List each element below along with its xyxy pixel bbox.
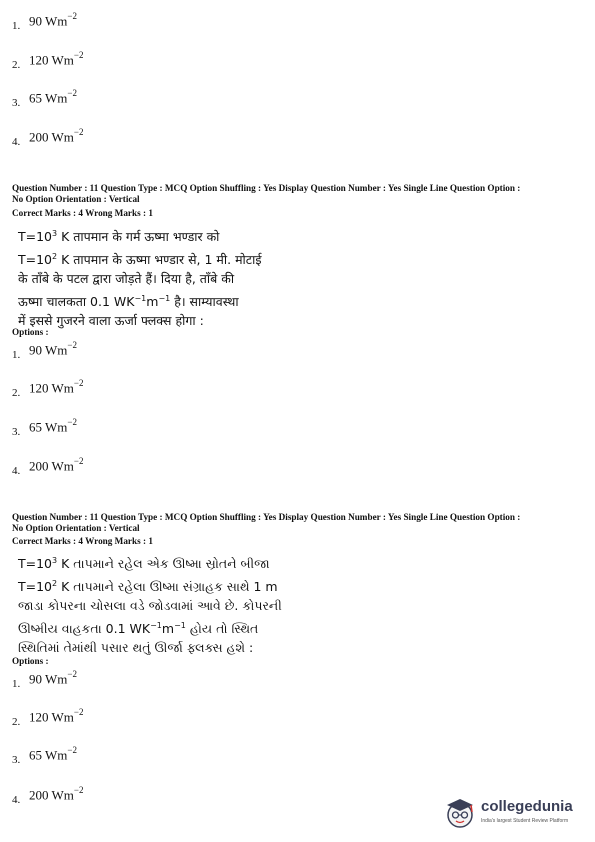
meta-line: Question Number : 11 Question Type : MCQ Option Shuffling : Yes Display Question Number : Yes Single Line Question Option : [12,512,521,522]
option-number: 2. [12,387,21,399]
option-exponent: −2 [73,785,84,795]
option-value: 200 Wm [29,458,74,474]
option-number: 2. [12,59,21,71]
collegedunia-logo [443,796,591,830]
option-value: 90 Wm [29,671,68,687]
question-text-gujarati [18,551,282,658]
option-number: 4. [12,794,21,806]
question-text-hindi [18,224,268,331]
question-line: के ताँबे के पटल द्वारा जोड़ते हैं। दिया है, ताँबे की [18,271,235,287]
options-heading: Options : [12,327,49,337]
marks-line: Correct Marks : 4 Wrong Marks : 1 [12,536,153,546]
option-value: 65 Wm [29,419,68,435]
question-line: ઊષ્મીય વાહકતા 0.1 $WK^{-1}m^{-1}$ હોય તો સ્થિત [18,620,259,636]
option-value: 65 Wm [29,90,68,106]
option-exponent: −2 [67,11,77,21]
option-number: 2. [12,716,21,728]
logo-name: collegedunia [481,798,573,815]
meta-line: Question Number : 11 Question Type : MCQ Option Shuffling : Yes Display Question Number : Yes Single Line Question Option : [12,183,521,193]
option-exponent: −2 [73,456,84,466]
question-line: $T=10^2$ K तापमान के ऊष्मा भण्डार से, 1 मी. मोटाई [18,251,262,267]
option-number: 1. [12,349,21,361]
option-number: 3. [12,426,21,438]
option-number: 4. [12,465,21,477]
option-exponent: −2 [73,127,84,137]
logo-tagline: India's largest Student Review Platform [481,818,569,824]
graduate-mascot-icon [443,796,477,830]
option-exponent: −2 [67,340,77,350]
option-exponent: −2 [67,745,77,755]
option-number: 1. [12,678,21,690]
option-value: 120 Wm [29,52,74,68]
options-heading: Options : [12,656,49,666]
option-value: 120 Wm [29,709,74,725]
option-exponent: −2 [67,669,77,679]
question-line: જાડા કોપરના ચોસલા વડે જોડવામાં આવે છે. કોપરની [18,598,282,614]
option-value: 90 Wm [29,13,68,29]
option-exponent: −2 [73,707,84,717]
meta-line: No Option Orientation : Vertical [12,523,140,533]
option-exponent: −2 [67,417,77,427]
option-value: 200 Wm [29,129,74,145]
question-line: $T=10^2$ K તાપમાને રહેલા ઊષ્મા સંગ્રાહક સાથે 1 m [18,578,278,594]
question-line: में इससे गुजरने वाला ऊर्जा फ्लक्स होगा : [18,313,204,329]
question-meta [12,512,587,534]
option-exponent: −2 [73,378,84,388]
question-line: સ્થિતિમાં તેમાંથી પસાર થતું ઊર્જા ફ્લક્સ હશે : [18,640,254,656]
option-value: 65 Wm [29,747,68,763]
question-meta [12,183,587,205]
option-number: 4. [12,136,21,148]
question-line: $T=10^3$ K તાપમાને રહેલ એક ઊષ્મા સ્રોતને બીજા [18,556,270,572]
option-value: 200 Wm [29,787,74,803]
option-number: 3. [12,97,21,109]
option-value: 120 Wm [29,380,74,396]
meta-line: No Option Orientation : Vertical [12,194,140,204]
option-number: 3. [12,754,21,766]
question-line: $T=10^3$ K तापमान के गर्म ऊष्मा भण्डार को [18,229,220,245]
option-value: 90 Wm [29,342,68,358]
option-number: 1. [12,20,21,32]
option-exponent: −2 [73,50,84,60]
marks-line: Correct Marks : 4 Wrong Marks : 1 [12,208,153,218]
question-line: ऊष्मा चालकता 0.1 $WK^{-1}m^{-1}$ है। साम्यावस्था [18,293,239,309]
option-exponent: −2 [67,88,77,98]
